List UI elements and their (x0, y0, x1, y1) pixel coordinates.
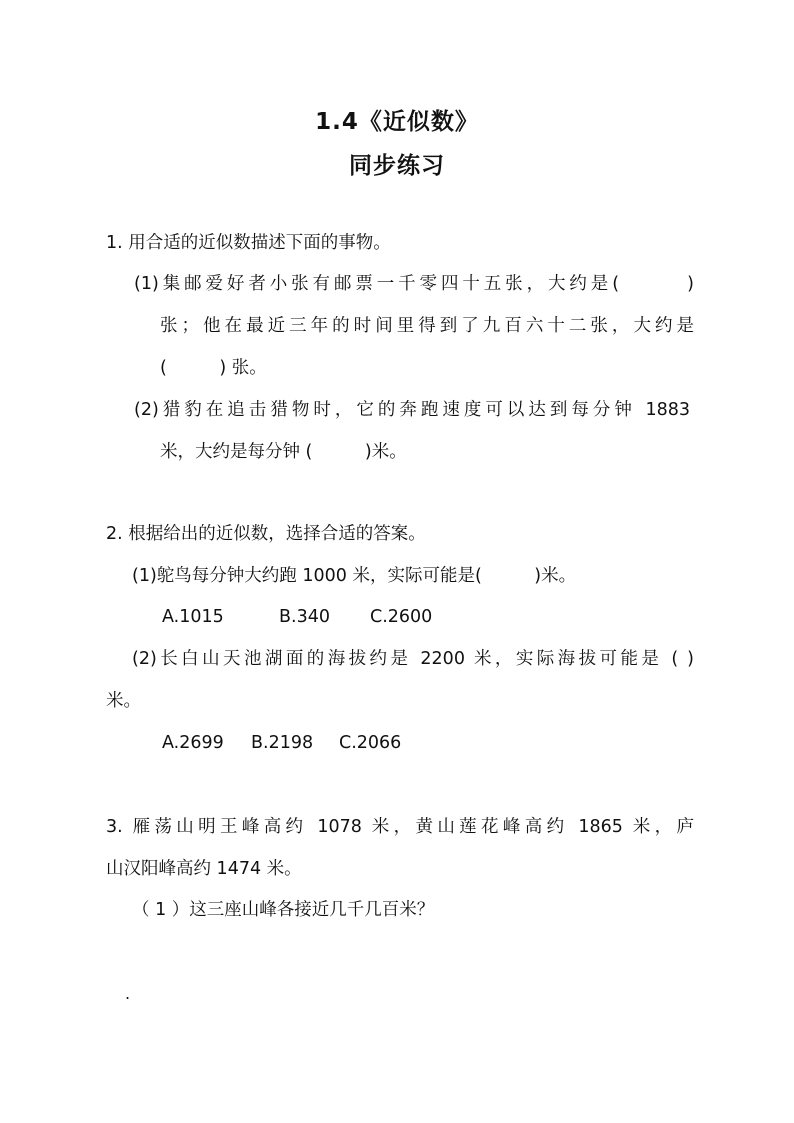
footer-mark: . (125, 984, 131, 1003)
q1-part2-line2: 米，大约是每分钟 ( )米。 (160, 442, 407, 462)
q2-part2-option-c: C.2066 (339, 733, 402, 753)
q1-part1-line1: (1)集邮爱好者小张有邮票一千零四十五张，大约是( ) (134, 274, 694, 294)
q1-part1-line3: ( ) 张。 (160, 358, 267, 378)
q3-stem-line1: 3. 雁荡山明王峰高约 1078 米，黄山莲花峰高约 1865 米，庐 (106, 817, 694, 837)
q2-part1-option-c: C.2600 (370, 607, 433, 627)
q3-part1-line1: （ 1 ）这三座山峰各接近几千几百米？ (132, 900, 435, 920)
q2-stem: 2. 根据给出的近似数，选择合适的答案。 (106, 524, 426, 544)
q3-stem-line2: 山汉阳峰高约 1474 米。 (106, 859, 302, 879)
q2-part1-option-b: B.340 (279, 607, 330, 627)
q1-part2-line1: (2)猎豹在追击猎物时，它的奔跑速度可以达到每分钟 1883 (134, 400, 690, 420)
q1-part1-line2: 张；他在最近三年的时间里得到了九百六十二张，大约是 (160, 316, 694, 336)
worksheet-subtitle: 同步练习 (349, 153, 445, 179)
worksheet-title: 1.4《近似数》 (315, 109, 479, 135)
q2-part2-option-b: B.2198 (251, 733, 314, 753)
q2-part2-option-a: A.2699 (162, 733, 224, 753)
q1-stem: 1. 用合适的近似数描述下面的事物。 (106, 233, 391, 253)
q2-part2-line2: 米。 (106, 691, 141, 711)
q2-part2-line1: (2)长白山天池湖面的海拔约是 2200 米，实际海拔可能是 ( ) (132, 649, 694, 669)
q2-part1-option-a: A.1015 (162, 607, 224, 627)
q2-part1-line1: (1)鸵鸟每分钟大约跑 1000 米，实际可能是( )米。 (132, 566, 577, 586)
